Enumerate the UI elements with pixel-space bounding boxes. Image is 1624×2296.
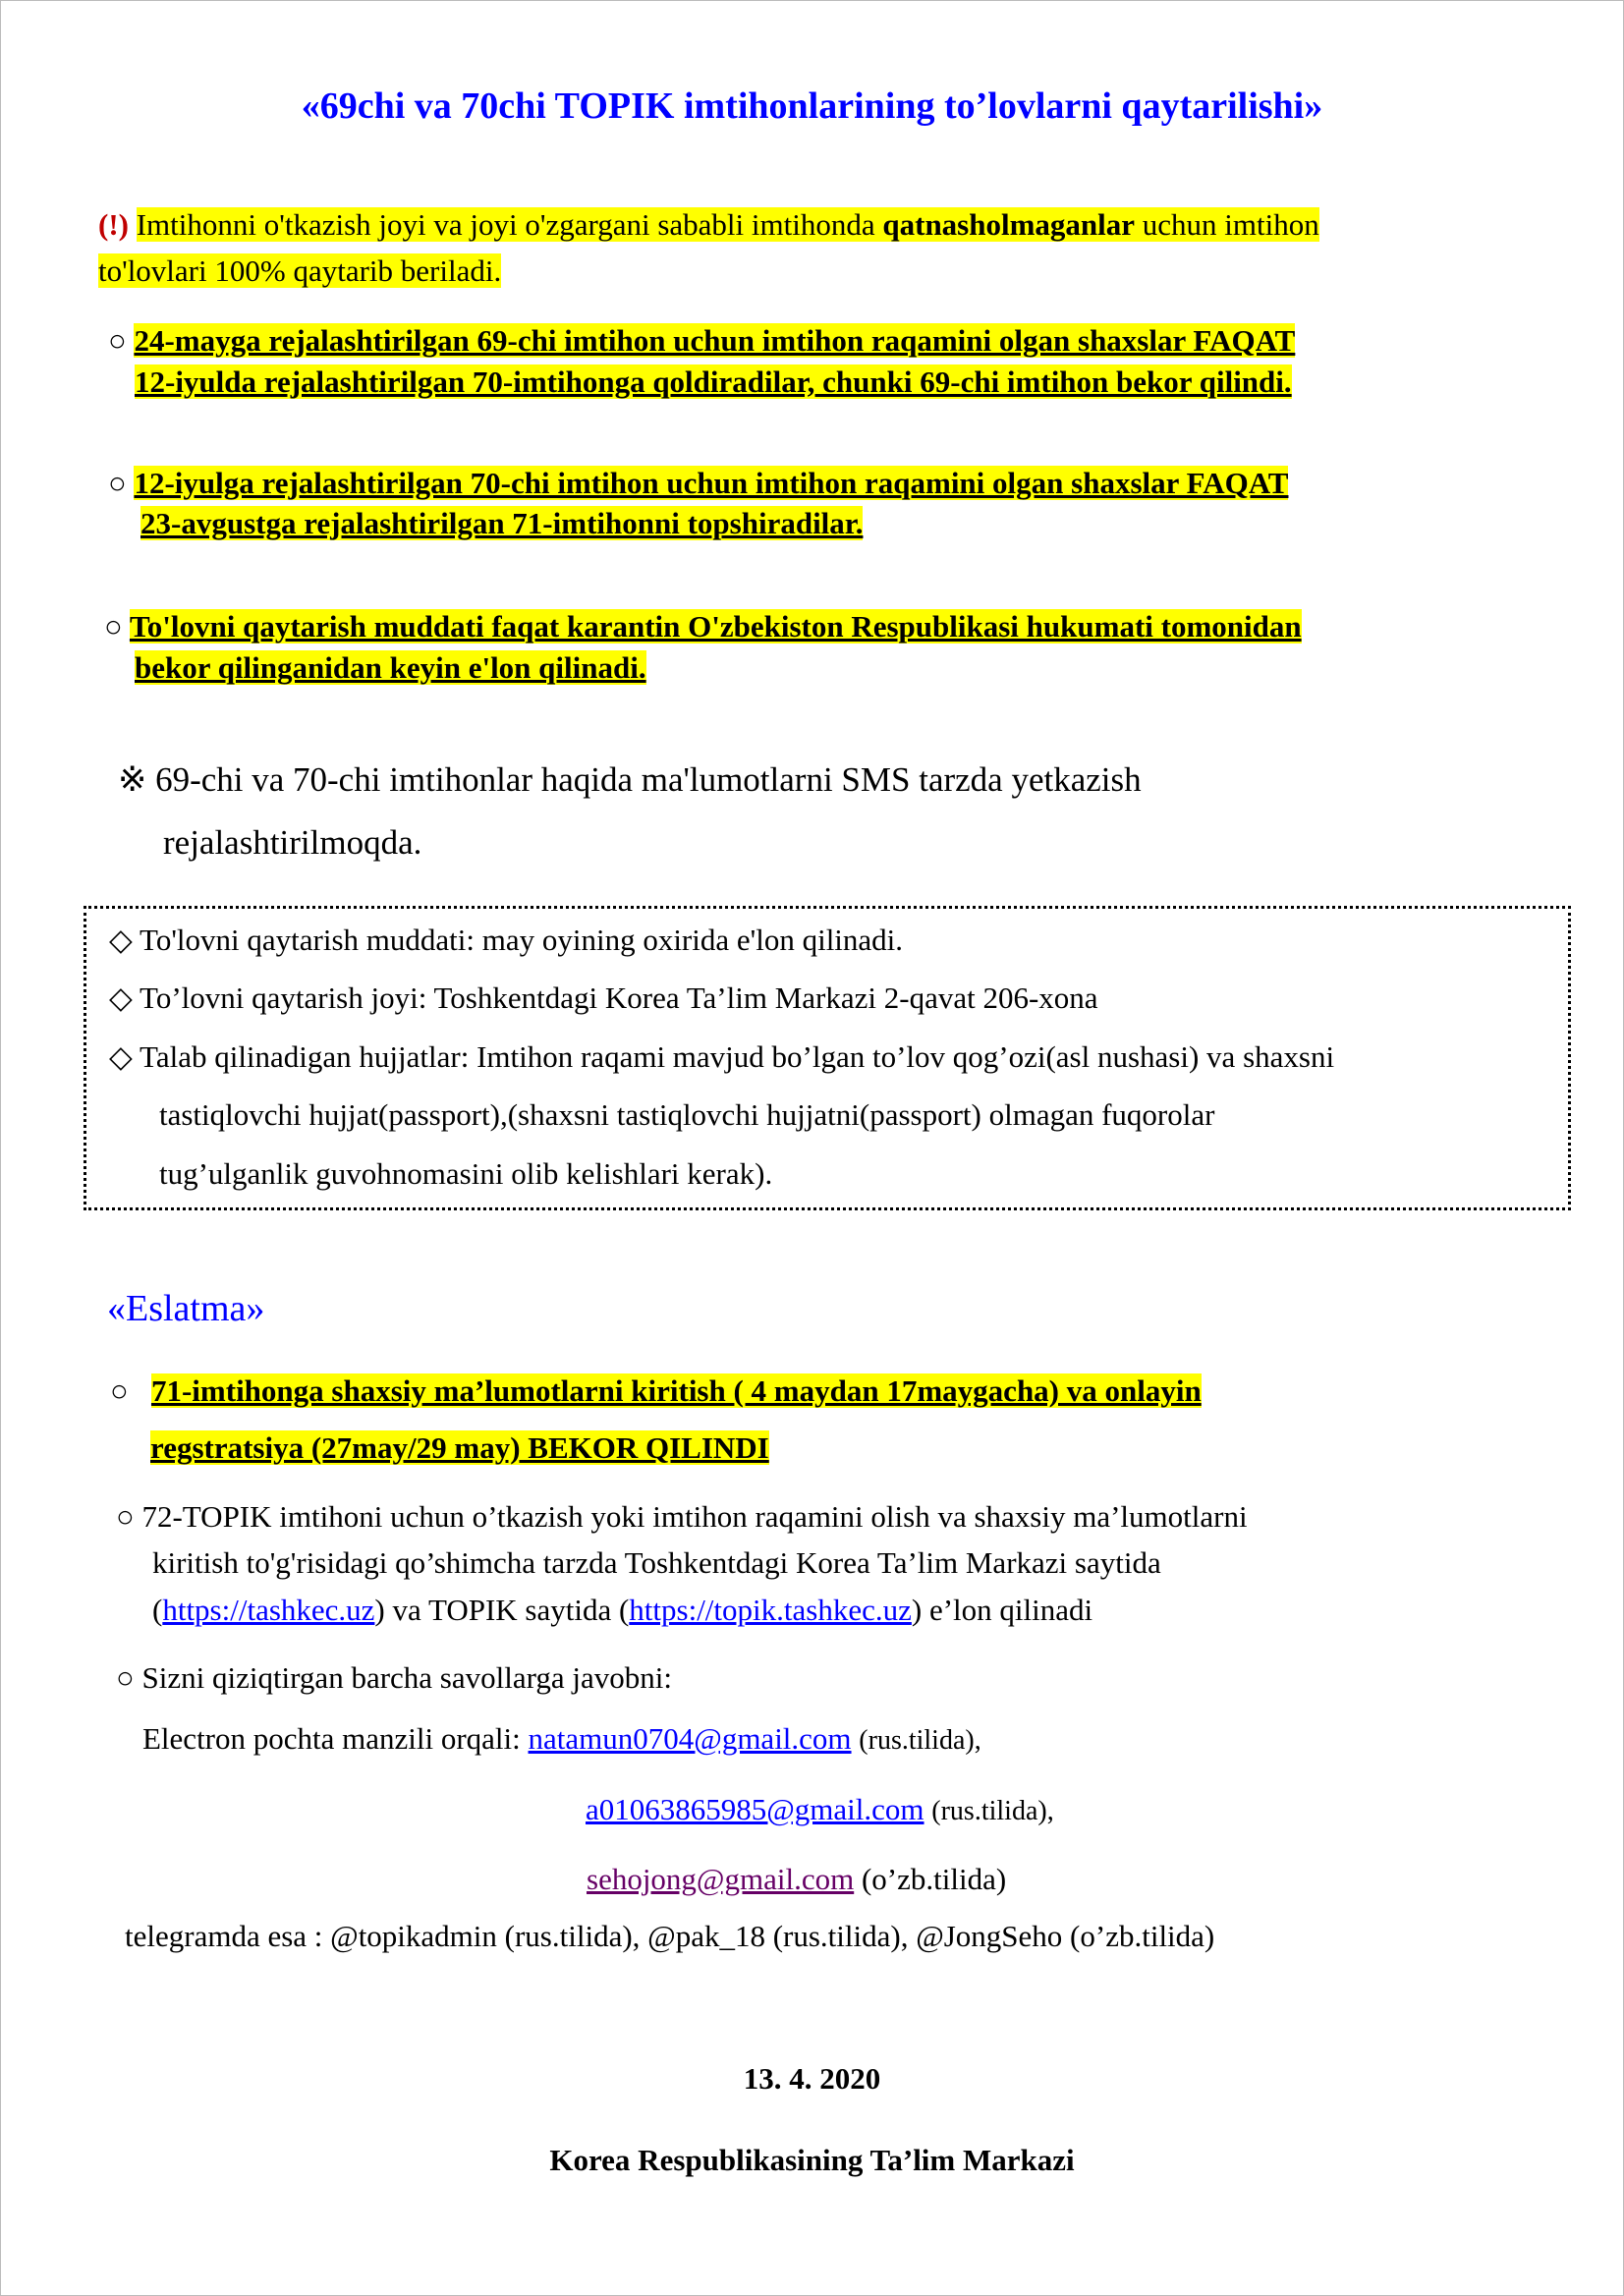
diamond-icon: ◇ bbox=[109, 980, 133, 1015]
email-link-a01063865985[interactable]: a01063865985@gmail.com bbox=[586, 1792, 924, 1826]
text: ( bbox=[152, 1593, 163, 1627]
questions-line bbox=[116, 1658, 672, 1698]
email-note: (o’zb.tilida) bbox=[861, 1862, 1007, 1896]
circle-bullet-icon: ○ bbox=[104, 609, 123, 644]
info-line: tastiqlovchi hujjat(passport),(shaxsni tastiqlovchi hujjatni(passport) olmagan fuqorolar bbox=[159, 1097, 1215, 1132]
bullet-text: To'lovni qaytarish muddati faqat karantin O'zbekiston Respublikasi hukumati tomonidan bbox=[129, 609, 1302, 644]
questions-text: Sizni qiziqtirgan barcha savollarga javobni: bbox=[141, 1660, 672, 1695]
text: ) va TOPIK saytida ( bbox=[374, 1593, 630, 1627]
info-line bbox=[109, 1037, 1334, 1077]
diamond-icon: ◇ bbox=[109, 1039, 133, 1074]
circle-bullet-icon: ○ bbox=[110, 1373, 129, 1408]
bullet-3-cont bbox=[135, 648, 646, 688]
telegram-line: telegramda esa : @topikadmin (rus.tilida), @pak_18 (rus.tilida), @JongSeho (o’zb.tilida) bbox=[125, 1919, 1215, 1953]
email-line-2 bbox=[586, 1790, 1054, 1829]
notice-text: uchun imtihon bbox=[1142, 207, 1319, 242]
bullet-text: 12-iyulga rejalashtirilgan 70-chi imtihon uchun imtihon raqamini olgan shaxslar FAQAT bbox=[134, 466, 1289, 500]
info-line bbox=[109, 921, 903, 960]
diamond-icon: ◇ bbox=[109, 923, 133, 957]
sms-note-cont: rejalashtirilmoqda. bbox=[163, 823, 422, 862]
notice-bold: qatnasholmaganlar bbox=[882, 207, 1136, 242]
date: 13. 4. 2020 bbox=[743, 2061, 881, 2096]
cancel-notice-cont bbox=[150, 1428, 769, 1468]
topik72-notice-cont: kiritish to'g'risidagi qo’shimcha tarzda Toshkentdagi Korea Ta’lim Markazi saytida bbox=[152, 1545, 1161, 1580]
sms-note-text: 69-chi va 70-chi imtihonlar haqida ma'lumotlarni SMS tarzda yetkazish bbox=[155, 760, 1142, 799]
topik72-notice bbox=[116, 1497, 1248, 1537]
circle-bullet-icon: ○ bbox=[116, 1660, 135, 1695]
bullet-1 bbox=[108, 321, 1295, 361]
sms-note bbox=[118, 760, 1142, 800]
circle-bullet-icon: ○ bbox=[116, 1499, 135, 1534]
bullet-3 bbox=[104, 607, 1302, 646]
info-line: tug’ulganlik guvohnomasini olib kelishlari kerak). bbox=[159, 1156, 773, 1191]
notice-text: to'lovlari 100% qaytarib beriladi. bbox=[98, 253, 502, 288]
bullet-text: bekor qilinganidan keyin e'lon qilinadi. bbox=[135, 650, 646, 685]
reminder-heading: «Eslatma» bbox=[107, 1288, 265, 1329]
info-line bbox=[109, 979, 1098, 1018]
info-text: Talab qilinadigan hujjatlar: Imtihon raqami mavjud bo’lgan to’lov qog’ozi(asl nushasi) va shaxsni bbox=[140, 1039, 1335, 1074]
bullet-text: 12-iyulda rejalashtirilgan 70-imtihonga qoldiradilar, chunki 69-chi imtihon bekor qilindi. bbox=[135, 364, 1292, 399]
circle-bullet-icon: ○ bbox=[108, 466, 127, 500]
reference-mark-icon: ※ bbox=[118, 760, 147, 799]
email-line-1 bbox=[142, 1719, 981, 1759]
bullet-2-cont bbox=[140, 504, 863, 543]
bullet-text: 24-mayga rejalashtirilgan 69-chi imtihon uchun imtihon raqamini olgan shaxslar FAQAT bbox=[134, 323, 1296, 358]
info-text: To’lovni qaytarish joyi: Toshkentdagi Korea Ta’lim Markazi 2-qavat 206-xona bbox=[140, 980, 1098, 1015]
circle-bullet-icon: ○ bbox=[108, 323, 127, 358]
notice-line-1 bbox=[98, 205, 1319, 245]
email-note: (rus.tilida), bbox=[931, 1796, 1054, 1826]
text: ) e’lon qilinadi bbox=[911, 1593, 1093, 1627]
tashkec-link[interactable]: https://tashkec.uz bbox=[162, 1593, 375, 1627]
topik-tashkec-link[interactable]: https://topik.tashkec.uz bbox=[629, 1593, 912, 1627]
email-link-sehojong[interactable]: sehojong@gmail.com bbox=[587, 1862, 855, 1896]
topik72-text: 72-TOPIK imtihoni uchun o’tkazish yoki imtihon raqamini olish va shaxsiy ma’lumotlarni bbox=[141, 1499, 1248, 1534]
email-label: Electron pochta manzili orqali: bbox=[142, 1721, 521, 1756]
cancel-text: 71-imtihonga shaxsiy ma’lumotlarni kiritish ( 4 maydan 17maygacha) va onlayin bbox=[150, 1373, 1202, 1408]
info-text: To'lovni qaytarish muddati: may oyining oxirida e'lon qilinadi. bbox=[140, 923, 904, 957]
cancel-text: regstratsiya (27may/29 may) BEKOR QILINDI bbox=[150, 1430, 769, 1465]
email-link-natamun[interactable]: natamun0704@gmail.com bbox=[528, 1721, 852, 1756]
alert-mark: (!) bbox=[98, 207, 129, 242]
page-title: «69chi va 70chi TOPIK imtihonlarining to’lovlarni qaytarilishi» bbox=[301, 85, 1323, 127]
notice-text: Imtihonni o'tkazish joyi va joyi o'zgargani sababli imtihonda bbox=[136, 207, 875, 242]
bullet-text: 23-avgustga rejalashtirilgan 71-imtihonni topshiradilar. bbox=[140, 506, 864, 540]
signature: Korea Respublikasining Ta’lim Markazi bbox=[549, 2143, 1075, 2177]
email-note: (rus.tilida), bbox=[859, 1725, 981, 1756]
bullet-2 bbox=[108, 464, 1288, 503]
cancel-notice bbox=[110, 1372, 1202, 1411]
topik72-links bbox=[152, 1591, 1092, 1630]
bullet-1-cont bbox=[135, 363, 1292, 402]
notice-line-2 bbox=[98, 252, 501, 291]
email-line-3 bbox=[587, 1860, 1006, 1899]
